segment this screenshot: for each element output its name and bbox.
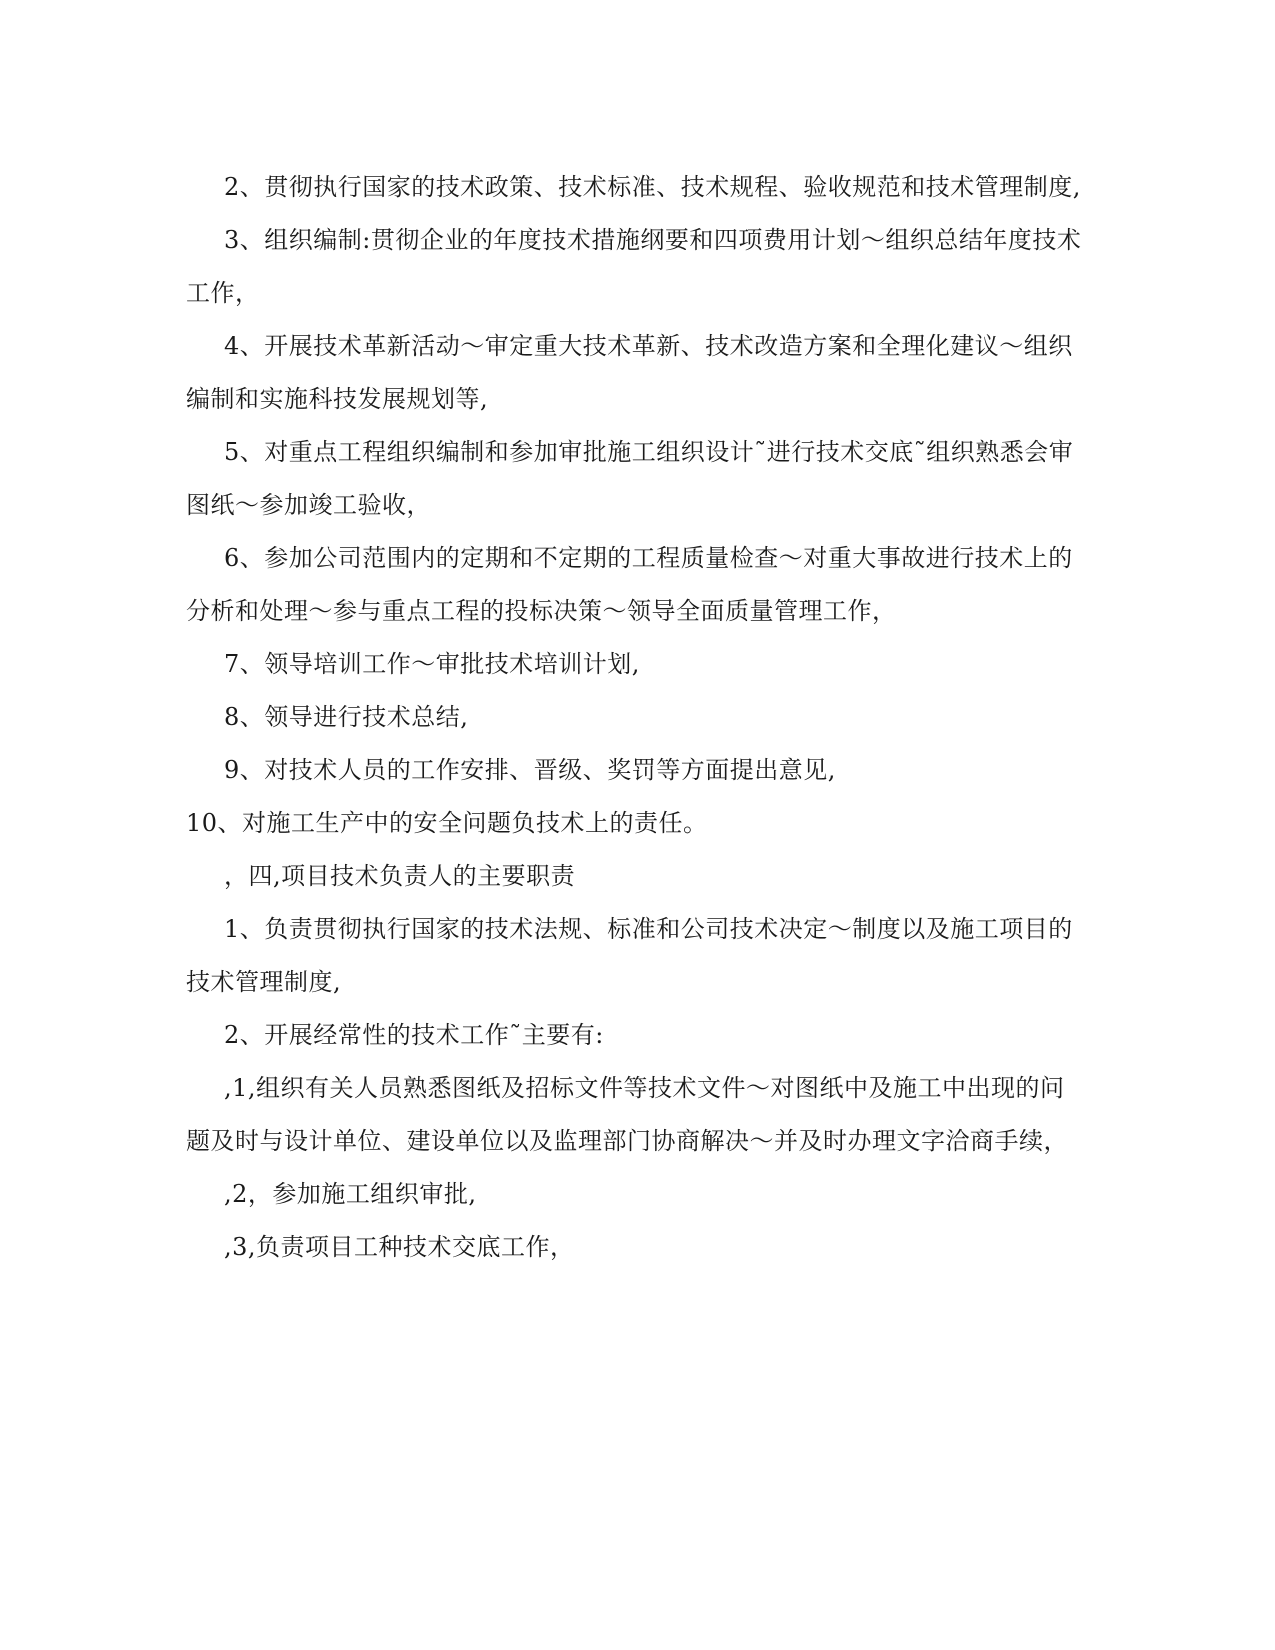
- paragraph: ,2，参加施工组织审批,: [224, 1180, 477, 1208]
- paragraph: 8、领导进行技术总结,: [224, 703, 469, 731]
- paragraph: 5、对重点工程组织编制和参加审批施工组织设计˜进行技术交底˜组织熟悉会审图纸～参加竣工验收，: [186, 438, 1074, 519]
- paragraph: 7、领导培训工作～审批技术培训计划,: [224, 650, 640, 678]
- paragraph: ,3,负责项目工种技术交底工作，: [224, 1233, 575, 1261]
- paragraph: 2、开展经常性的技术工作˜主要有:: [224, 1021, 604, 1049]
- paragraph: ,1,组织有关人员熟悉图纸及招标文件等技术文件～对图纸中及施工中出现的问题及时与设计单位、建设单位以及监理部门协商解决～并及时办理文字洽商手续，: [186, 1074, 1068, 1155]
- paragraph: ，四,项目技术负责人的主要职责: [224, 862, 576, 890]
- paragraph: 10、对施工生产中的安全问题负技术上的责任。: [186, 809, 708, 837]
- paragraph: 2、贯彻执行国家的技术政策、技术标准、技术规程、验收规范和技术管理制度,: [224, 173, 1081, 201]
- paragraph: 1、负责贯彻执行国家的技术法规、标准和公司技术决定～制度以及施工项目的技术管理制度,: [186, 915, 1073, 996]
- paragraph: 9、对技术人员的工作安排、晋级、奖罚等方面提出意见,: [224, 756, 836, 784]
- paragraph: 3、组织编制:贯彻企业的年度技术措施纲要和四项费用计划～组织总结年度技术工作，: [186, 226, 1082, 307]
- paragraph: 6、参加公司范围内的定期和不定期的工程质量检查～对重大事故进行技术上的分析和处理～参与重点工程的投标决策～领导全面质量管理工作，: [186, 544, 1073, 625]
- paragraph: 4、开展技术革新活动～审定重大技术革新、技术改造方案和全理化建议～组织编制和实施科技发展规划等,: [186, 332, 1073, 413]
- document-body: [186, 161, 1086, 1274]
